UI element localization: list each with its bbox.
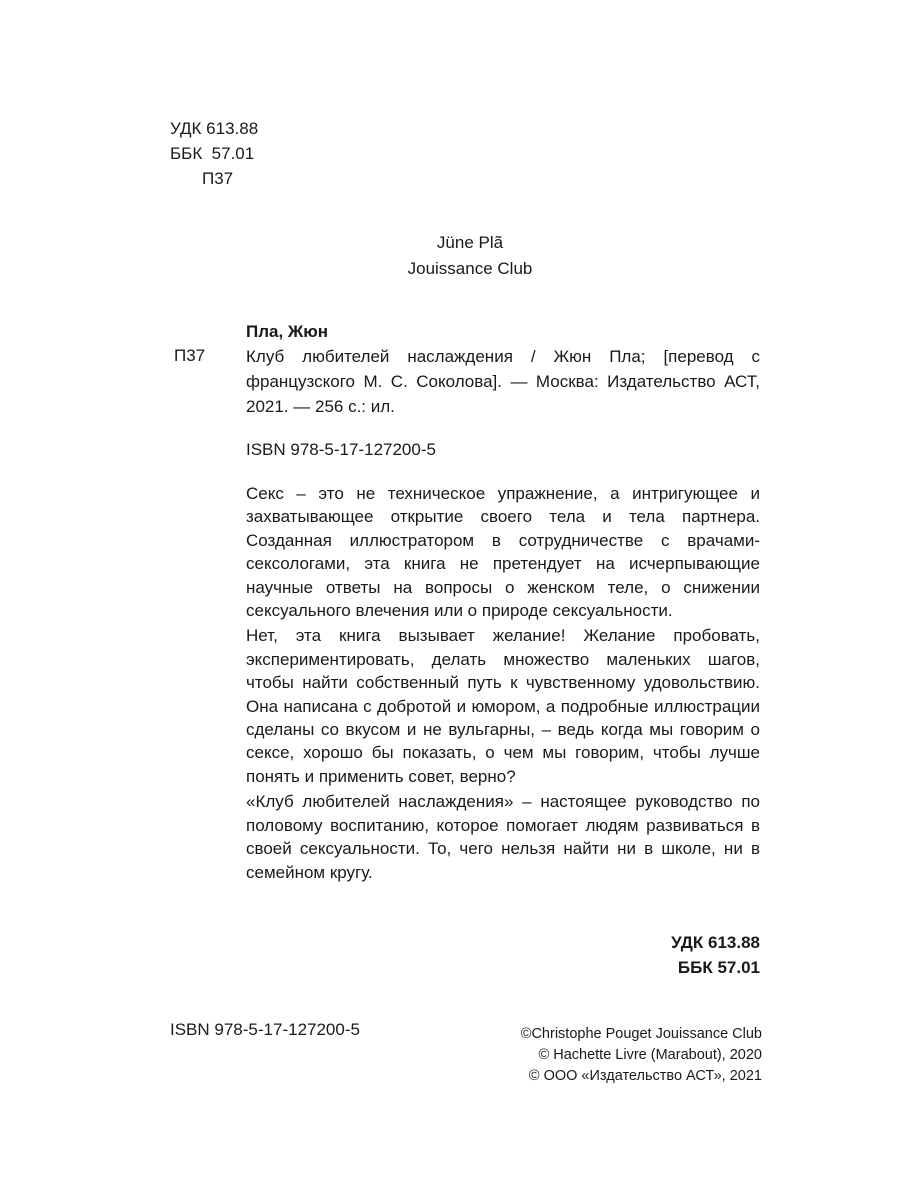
- original-edition-info: [0, 230, 900, 282]
- bottom-classification-codes: [560, 930, 760, 980]
- copyright-block: [440, 1024, 762, 1087]
- top-classification-codes: [170, 116, 258, 191]
- annotation-paragraph: «Клуб любителей наслаждения» – настоящее руководство по половому воспитанию, которое помогает людям развиваться в своей сексуальности. То, чего нельзя найти ни в школе, ни в семейном кругу.: [246, 792, 760, 882]
- original-author: Jüne Plã: [436, 233, 504, 252]
- book-annotation: [246, 482, 760, 884]
- annotation-paragraph: Нет, эта книга вызывает желание! Желание пробовать, экспериментировать, делать множество маленьких шагов, чтобы найти собственный путь к чувственному удовольствию. Она написана с добротой и юмором, а подробные иллюстрации сделаны со вкусом и не вульгарны, – ведь когда мы говорим о сексе, хорошо бы показать, о чем мы говорим, чтобы лучше понять и применить совет, верно?: [246, 626, 760, 786]
- annotation-paragraph: Секс – это не техническое упражнение, а интригующее и захватывающее открытие своего тела и тела партнера. Созданная иллюстратором в сотрудничестве с врачами-сексологами, эта книга не претендует на исчерпывающие научные ответы на вопросы о женском теле, о снижении сексуального влечения или о природе сексуальности.: [246, 484, 760, 621]
- catalog-isbn: ISBN 978-5-17-127200-5: [246, 440, 436, 459]
- bottom-udk-code: УДК 613.88: [671, 933, 760, 952]
- copyright-line: © Hachette Livre (Marabout), 2020: [538, 1047, 762, 1063]
- catalog-author-code: П37: [174, 346, 206, 365]
- copyright-line: ©Christophe Pouget Jouissance Club: [520, 1026, 762, 1042]
- original-title: Jouissance Club: [407, 259, 533, 278]
- footer-isbn: ISBN 978-5-17-127200-5: [170, 1020, 360, 1039]
- author-code: П37: [202, 169, 234, 188]
- catalog-author-heading: Пла, Жюн: [246, 322, 329, 341]
- bibliographic-description: Клуб любителей наслаждения / Жюн Пла; [перевод с французского М. С. Соколова]. — Москва: Издательство АСТ, 2021. — 256 с.: ил.: [246, 347, 760, 416]
- copyright-line: © ООО «Издательство АСТ», 2021: [528, 1068, 762, 1084]
- bbk-code: ББК 57.01: [170, 144, 255, 163]
- udk-code: УДК 613.88: [170, 119, 259, 138]
- bottom-bbk-code: ББК 57.01: [677, 958, 760, 977]
